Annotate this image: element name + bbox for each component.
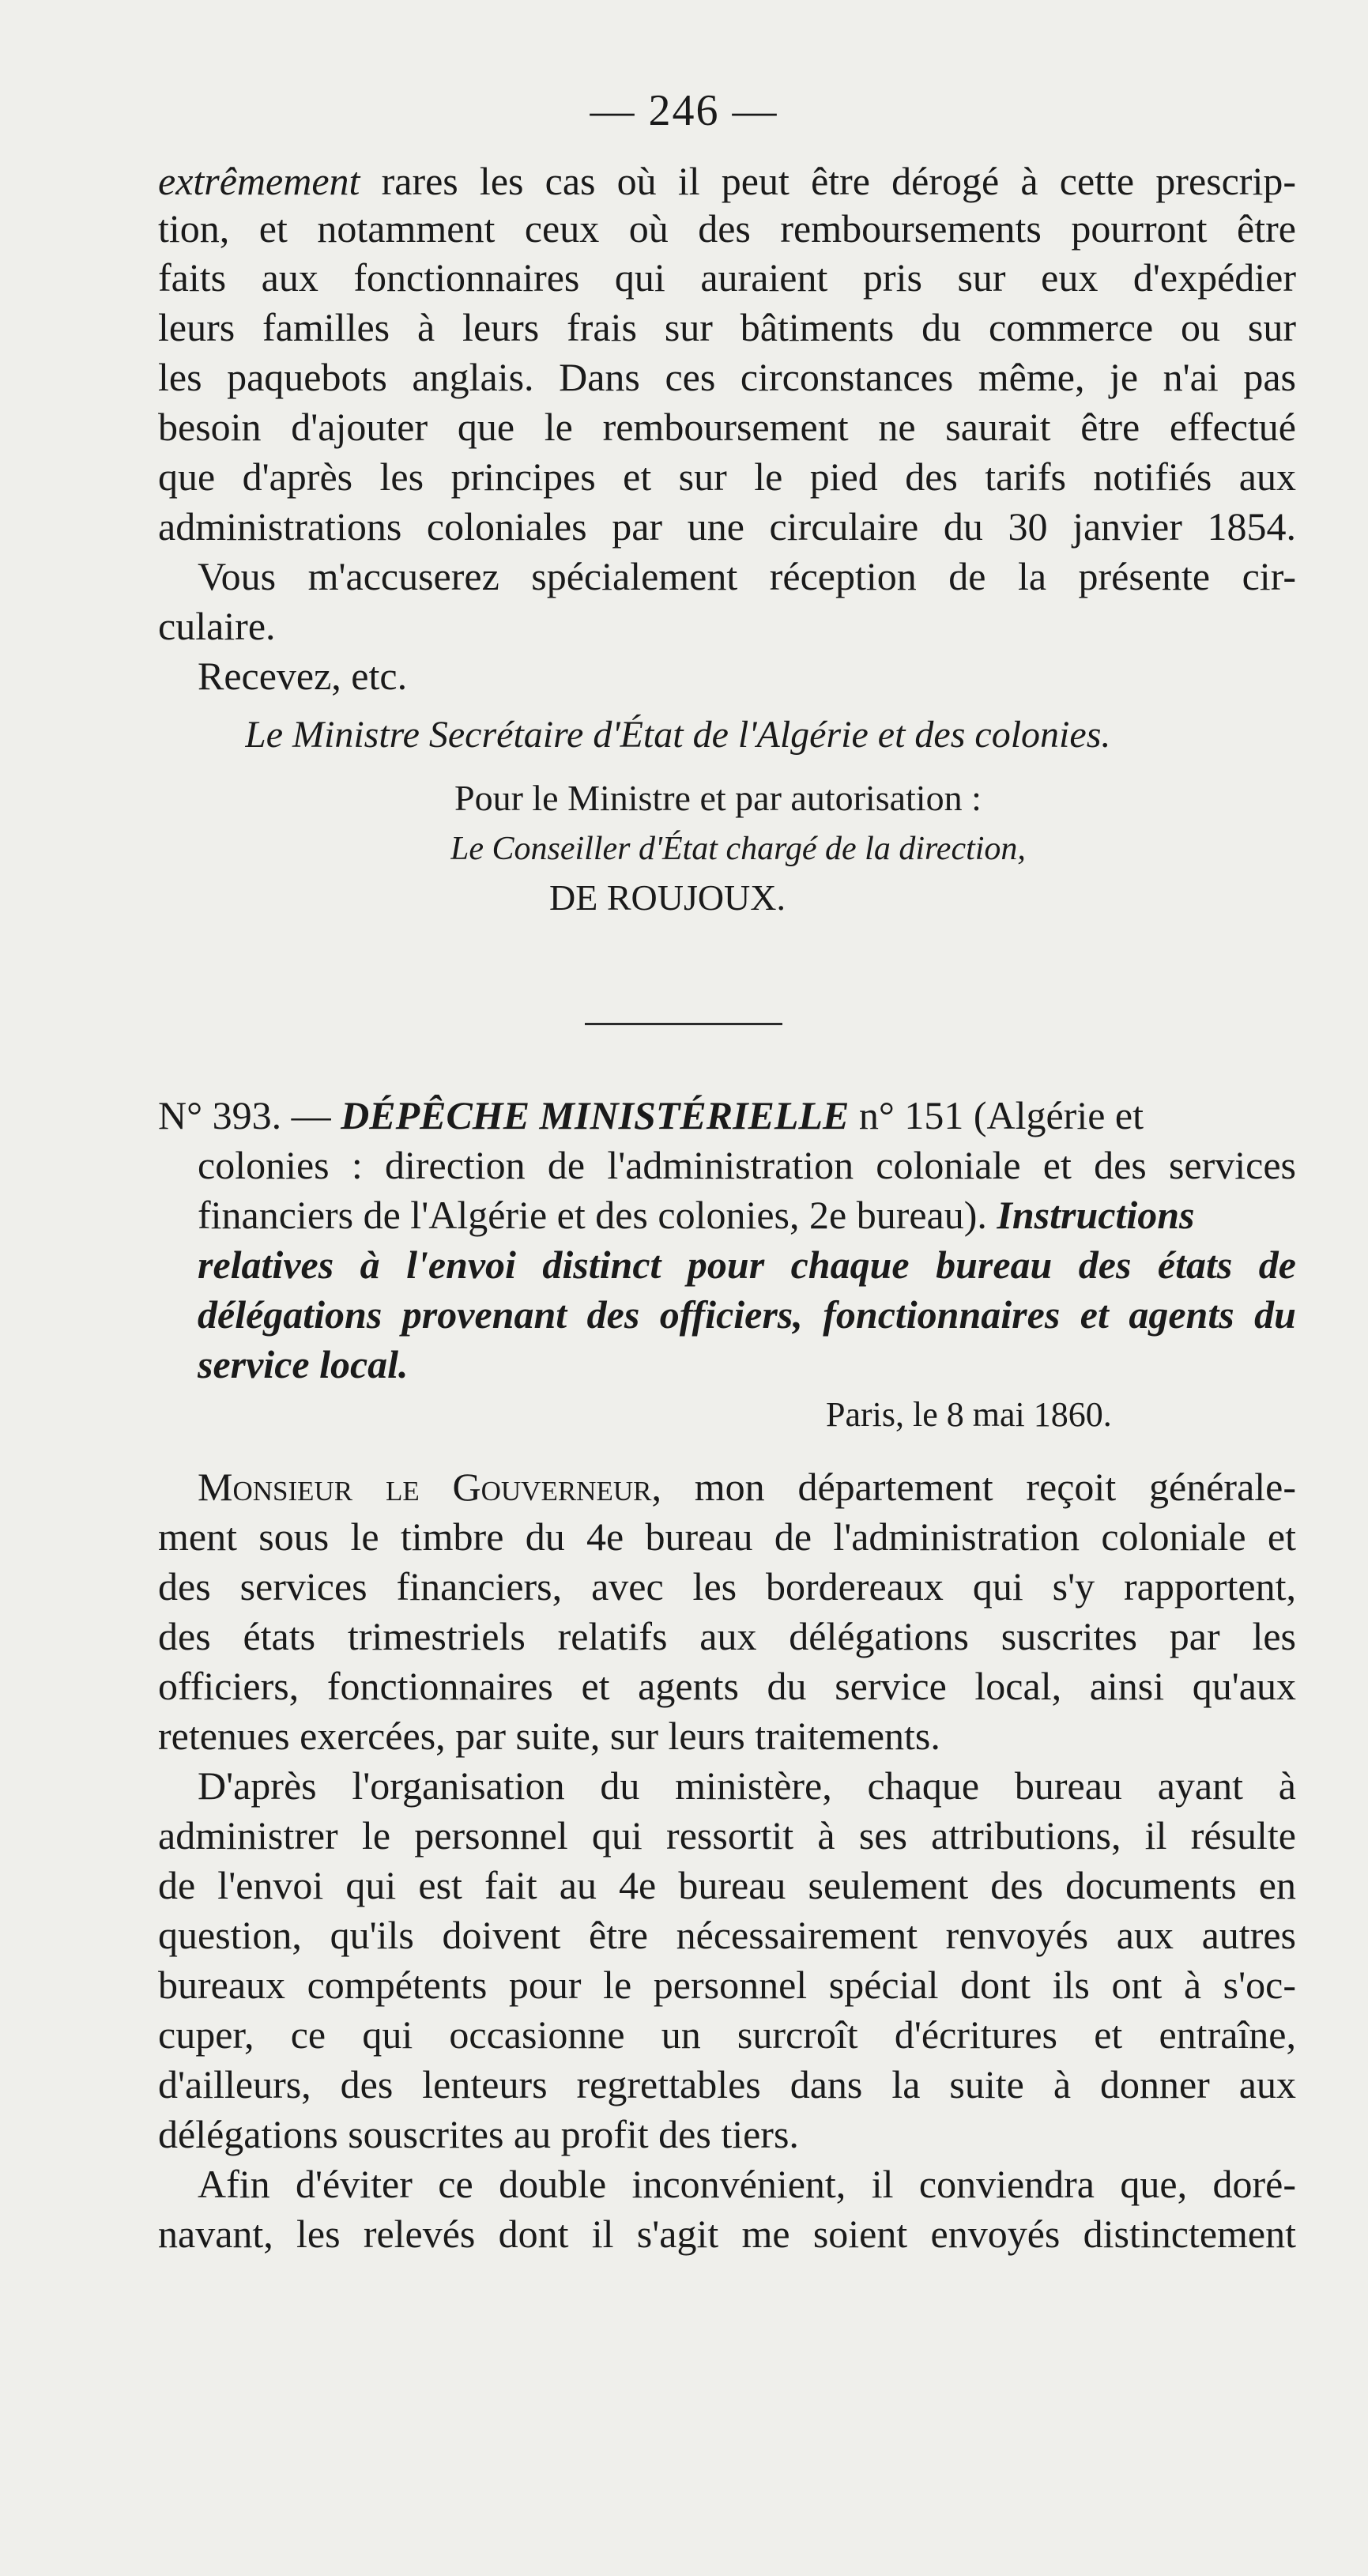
salutation-closing: Recevez, etc. xyxy=(198,654,408,698)
text-line: les paquebots anglais. Dans ces circonstances même, je n'ai pas xyxy=(158,355,1296,399)
text-line: des états trimestriels relatifs aux délégations suscrites par les xyxy=(158,1614,1296,1658)
text-line: d'ailleurs, des lenteurs regrettables dans la suite à donner aux xyxy=(158,2062,1296,2106)
text-line: relatives à l'envoi distinct pour chaque bureau des états de xyxy=(198,1243,1296,1287)
section-divider xyxy=(585,1023,782,1025)
minister-title: Le Ministre Secrétaire d'État de l'Algérie et des colonies. xyxy=(245,714,1111,756)
text-line: D'après l'organisation du ministère, chaque bureau ayant à xyxy=(198,1763,1296,1808)
text-line: officiers, fonctionnaires et agents du service local, ainsi qu'aux xyxy=(158,1664,1296,1708)
page-number: — 246 — xyxy=(590,86,778,135)
text-line: colonies : direction de l'administration coloniale et des services xyxy=(198,1143,1296,1187)
text-line: navant, les relevés dont il s'agit me soient envoyés distinctement xyxy=(158,2212,1296,2256)
text-line: Afin d'éviter ce double inconvénient, il conviendra que, doré- xyxy=(198,2162,1296,2206)
text-line: cuper, ce qui occasionne un surcroît d'écritures et entraîne, xyxy=(158,2012,1296,2057)
text-line: question, qu'ils doivent être nécessairement renvoyés aux autres xyxy=(158,1913,1296,1957)
document-heading: N° 393. — DÉPÊCHE MINISTÉRIELLE n° 151 (Algérie et xyxy=(158,1093,1144,1137)
addressee: Monsieur le Gouverneur xyxy=(198,1465,652,1509)
text-line: délégations provenant des officiers, fonctionnaires et agents du xyxy=(198,1292,1296,1337)
text-line: leurs familles à leurs frais sur bâtiments du commerce ou sur xyxy=(158,305,1296,349)
document-number: N° 393. — xyxy=(158,1093,341,1137)
text-line: que d'après les principes et sur le pied des tarifs notifiés aux xyxy=(158,454,1296,499)
place-date: Paris, le 8 mai 1860. xyxy=(826,1395,1112,1434)
text-line: faits aux fonctionnaires qui auraient pris sur eux d'expédier xyxy=(158,255,1296,300)
text-line: bureaux compétents pour le personnel spécial dont ils ont à s'oc- xyxy=(158,1963,1296,2007)
text-line: de l'envoi qui est fait au 4e bureau seulement des documents en xyxy=(158,1863,1296,1907)
text-line: Vous m'accuserez spécialement réception de la présente cir- xyxy=(198,554,1296,598)
text-line: service local. xyxy=(198,1342,409,1386)
text-line: Monsieur le Gouverneur, mon département reçoit générale- xyxy=(198,1465,1296,1509)
text-line: délégations souscrites au profit des tiers. xyxy=(158,2112,799,2156)
text-line: administrations coloniales par une circulaire du 30 janvier 1854. xyxy=(158,504,1296,549)
text-line: des services financiers, avec les bordereaux qui s'y rapportent, xyxy=(158,1564,1296,1609)
document-type: DÉPÊCHE MINISTÉRIELLE xyxy=(341,1093,850,1137)
authorization-line: Pour le Ministre et par autorisation : xyxy=(454,778,982,818)
text-line: culaire. xyxy=(158,604,276,648)
text-line: ment sous le timbre du 4e bureau de l'administration coloniale et xyxy=(158,1514,1296,1559)
text-line: financiers de l'Algérie et des colonies, 2e bureau). Instructions xyxy=(198,1193,1195,1237)
emphasis-word: extrêmement xyxy=(158,159,360,203)
text-line: tion, et notamment ceux où des remboursements pourront être xyxy=(158,206,1296,251)
text-line: retenues exercées, par suite, sur leurs traitements. xyxy=(158,1714,940,1758)
text-line: extrêmement rares les cas où il peut être dérogé à cette prescrip- xyxy=(158,159,1296,203)
councillor-title: Le Conseiller d'État chargé de la direction, xyxy=(450,831,1026,867)
text-line: besoin d'ajouter que le remboursement ne saurait être effectué xyxy=(158,405,1296,449)
text-line: administrer le personnel qui ressortit à ses attributions, il résulte xyxy=(158,1813,1296,1858)
signature: DE ROUJOUX. xyxy=(549,877,786,918)
